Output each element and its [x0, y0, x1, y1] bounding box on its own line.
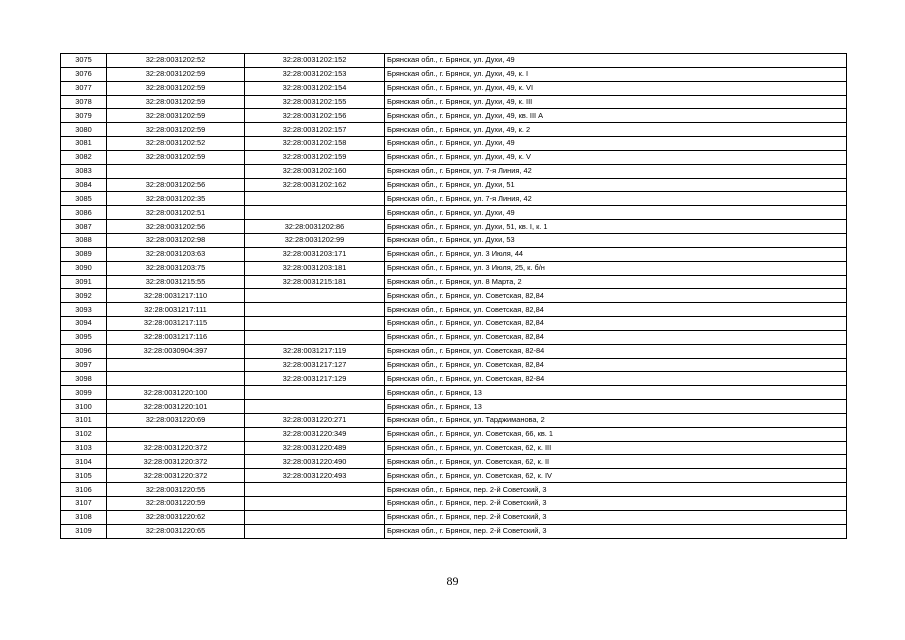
- table-row: [61, 150, 847, 164]
- object-cadastral-number-cell: [245, 317, 385, 331]
- row-number-cell: 3085: [61, 192, 107, 206]
- address-cell: Брянская обл., г. Брянск, ул. Духи, 49, к. V: [385, 150, 847, 164]
- object-cadastral-number-cell: 32:28:0031203:171: [245, 247, 385, 261]
- row-number-cell: 3090: [61, 261, 107, 275]
- cadastral-number-cell: 32:28:0031202:52: [107, 54, 245, 68]
- cadastral-number-cell: 32:28:0031202:56: [107, 220, 245, 234]
- address-cell: Брянская обл., г. Брянск, ул. 7-я Линия, 42: [385, 164, 847, 178]
- object-cadastral-number-cell: 32:28:0031217:119: [245, 344, 385, 358]
- cadastral-number-cell: 32:28:0031220:59: [107, 497, 245, 511]
- row-number-cell: 3086: [61, 206, 107, 220]
- table-row: [61, 95, 847, 109]
- object-cadastral-number-cell: 32:28:0031202:153: [245, 67, 385, 81]
- cadastral-number-cell: 32:28:0030904:397: [107, 344, 245, 358]
- table-row: [61, 123, 847, 137]
- address-cell: Брянская обл., г. Брянск, ул. Советская, 82,84: [385, 330, 847, 344]
- row-number-cell: 3080: [61, 123, 107, 137]
- object-cadastral-number-cell: 32:28:0031202:160: [245, 164, 385, 178]
- object-cadastral-number-cell: [245, 524, 385, 538]
- address-cell: Брянская обл., г. Брянск, ул. Советская, 82,84: [385, 358, 847, 372]
- table-row: [61, 67, 847, 81]
- cadastral-number-cell: 32:28:0031202:59: [107, 109, 245, 123]
- object-cadastral-number-cell: [245, 192, 385, 206]
- row-number-cell: 3106: [61, 483, 107, 497]
- object-cadastral-number-cell: 32:28:0031202:159: [245, 150, 385, 164]
- address-cell: Брянская обл., г. Брянск, ул. Духи, 49, к. VI: [385, 81, 847, 95]
- object-cadastral-number-cell: [245, 330, 385, 344]
- table-row: [61, 247, 847, 261]
- row-number-cell: 3095: [61, 330, 107, 344]
- table-row: [61, 455, 847, 469]
- table-row: [61, 344, 847, 358]
- row-number-cell: 3076: [61, 67, 107, 81]
- address-cell: Брянская обл., г. Брянск, ул. Советская, 66, кв. 1: [385, 427, 847, 441]
- address-cell: Брянская обл., г. Брянск, ул. 8 Марта, 2: [385, 275, 847, 289]
- cadastral-number-cell: 32:28:0031220:100: [107, 386, 245, 400]
- object-cadastral-number-cell: 32:28:0031202:86: [245, 220, 385, 234]
- object-cadastral-number-cell: 32:28:0031202:156: [245, 109, 385, 123]
- table-row: [61, 206, 847, 220]
- row-number-cell: 3092: [61, 289, 107, 303]
- page-number: 89: [446, 574, 459, 588]
- cadastral-number-cell: 32:28:0031220:372: [107, 455, 245, 469]
- object-cadastral-number-cell: 32:28:0031202:155: [245, 95, 385, 109]
- row-number-cell: 3082: [61, 150, 107, 164]
- row-number-cell: 3083: [61, 164, 107, 178]
- row-number-cell: 3089: [61, 247, 107, 261]
- object-cadastral-number-cell: [245, 400, 385, 414]
- row-number-cell: 3104: [61, 455, 107, 469]
- cadastral-number-cell: 32:28:0031202:52: [107, 137, 245, 151]
- object-cadastral-number-cell: 32:28:0031202:162: [245, 178, 385, 192]
- address-cell: Брянская обл., г. Брянск, пер. 2-й Советский, 3: [385, 524, 847, 538]
- row-number-cell: 3088: [61, 233, 107, 247]
- row-number-cell: 3103: [61, 441, 107, 455]
- row-number-cell: 3098: [61, 372, 107, 386]
- table-row: [61, 137, 847, 151]
- cadastral-number-cell: 32:28:0031202:35: [107, 192, 245, 206]
- cadastral-number-cell: 32:28:0031217:111: [107, 303, 245, 317]
- table-row: [61, 330, 847, 344]
- object-cadastral-number-cell: 32:28:0031215:181: [245, 275, 385, 289]
- table-row: [61, 81, 847, 95]
- cadastral-number-cell: 32:28:0031215:55: [107, 275, 245, 289]
- table-row: [61, 317, 847, 331]
- address-cell: Брянская обл., г. Брянск, ул. 7-я Линия, 42: [385, 192, 847, 206]
- address-cell: Брянская обл., г. Брянск, ул. Советская, 62, к. IV: [385, 469, 847, 483]
- address-cell: Брянская обл., г. Брянск, ул. Советская, 62, к. III: [385, 441, 847, 455]
- cadastral-number-cell: 32:28:0031217:110: [107, 289, 245, 303]
- address-cell: Брянская обл., г. Брянск, ул. 3 Июля, 25, к. б/н: [385, 261, 847, 275]
- table-row: [61, 372, 847, 386]
- address-cell: Брянская обл., г. Брянск, ул. Советская, 82,84: [385, 303, 847, 317]
- address-cell: Брянская обл., г. Брянск, ул. Духи, 49, кв. III А: [385, 109, 847, 123]
- address-cell: Брянская обл., г. Брянск, ул. Духи, 49, к. 2: [385, 123, 847, 137]
- row-number-cell: 3107: [61, 497, 107, 511]
- address-cell: Брянская обл., г. Брянск, ул. Духи, 49: [385, 137, 847, 151]
- object-cadastral-number-cell: [245, 386, 385, 400]
- table-row: [61, 441, 847, 455]
- row-number-cell: 3078: [61, 95, 107, 109]
- cadastral-number-cell: 32:28:0031217:115: [107, 317, 245, 331]
- table-row: [61, 178, 847, 192]
- object-cadastral-number-cell: 32:28:0031220:271: [245, 413, 385, 427]
- cadastral-number-cell: 32:28:0031220:69: [107, 413, 245, 427]
- address-cell: Брянская обл., г. Брянск, ул. Советская, 62, к. II: [385, 455, 847, 469]
- cadastral-number-cell: 32:28:0031202:98: [107, 233, 245, 247]
- object-cadastral-number-cell: 32:28:0031220:490: [245, 455, 385, 469]
- cadastral-number-cell: 32:28:0031202:51: [107, 206, 245, 220]
- cadastral-number-cell: [107, 164, 245, 178]
- registry-table-body: [61, 54, 847, 539]
- cadastral-number-cell: 32:28:0031203:75: [107, 261, 245, 275]
- table-row: [61, 54, 847, 68]
- cadastral-number-cell: 32:28:0031220:101: [107, 400, 245, 414]
- cadastral-number-cell: [107, 358, 245, 372]
- row-number-cell: 3093: [61, 303, 107, 317]
- row-number-cell: 3100: [61, 400, 107, 414]
- object-cadastral-number-cell: [245, 206, 385, 220]
- object-cadastral-number-cell: 32:28:0031220:349: [245, 427, 385, 441]
- object-cadastral-number-cell: [245, 483, 385, 497]
- object-cadastral-number-cell: [245, 497, 385, 511]
- address-cell: Брянская обл., г. Брянск, пер. 2-й Советский, 3: [385, 510, 847, 524]
- table-row: [61, 483, 847, 497]
- row-number-cell: 3102: [61, 427, 107, 441]
- row-number-cell: 3108: [61, 510, 107, 524]
- object-cadastral-number-cell: 32:28:0031202:158: [245, 137, 385, 151]
- cadastral-number-cell: 32:28:0031220:62: [107, 510, 245, 524]
- address-cell: Брянская обл., г. Брянск, ул. Советская, 82,84: [385, 317, 847, 331]
- address-cell: Брянская обл., г. Брянск, ул. Духи, 53: [385, 233, 847, 247]
- cadastral-number-cell: 32:28:0031220:55: [107, 483, 245, 497]
- address-cell: Брянская обл., г. Брянск, ул. Советская, 82,84: [385, 289, 847, 303]
- table-row: [61, 469, 847, 483]
- table-row: [61, 400, 847, 414]
- row-number-cell: 3096: [61, 344, 107, 358]
- cadastral-number-cell: 32:28:0031220:65: [107, 524, 245, 538]
- table-row: [61, 275, 847, 289]
- cadastral-number-cell: 32:28:0031202:56: [107, 178, 245, 192]
- table-row: [61, 261, 847, 275]
- row-number-cell: 3079: [61, 109, 107, 123]
- table-row: [61, 109, 847, 123]
- object-cadastral-number-cell: 32:28:0031220:489: [245, 441, 385, 455]
- address-cell: Брянская обл., г. Брянск, ул. Духи, 49: [385, 206, 847, 220]
- row-number-cell: 3109: [61, 524, 107, 538]
- address-cell: Брянская обл., г. Брянск, ул. Духи, 51: [385, 178, 847, 192]
- table-row: [61, 524, 847, 538]
- address-cell: Брянская обл., г. Брянск, пер. 2-й Советский, 3: [385, 497, 847, 511]
- row-number-cell: 3081: [61, 137, 107, 151]
- address-cell: Брянская обл., г. Брянск, пер. 2-й Советский, 3: [385, 483, 847, 497]
- cadastral-number-cell: 32:28:0031202:59: [107, 123, 245, 137]
- cadastral-number-cell: 32:28:0031220:372: [107, 469, 245, 483]
- object-cadastral-number-cell: 32:28:0031217:129: [245, 372, 385, 386]
- cadastral-number-cell: 32:28:0031202:59: [107, 150, 245, 164]
- table-row: [61, 413, 847, 427]
- table-row: [61, 192, 847, 206]
- row-number-cell: 3105: [61, 469, 107, 483]
- row-number-cell: 3094: [61, 317, 107, 331]
- address-cell: Брянская обл., г. Брянск, ул. Духи, 49, к. III: [385, 95, 847, 109]
- cadastral-number-cell: 32:28:0031202:59: [107, 67, 245, 81]
- object-cadastral-number-cell: 32:28:0031203:181: [245, 261, 385, 275]
- object-cadastral-number-cell: [245, 303, 385, 317]
- address-cell: Брянская обл., г. Брянск, ул. Духи, 51, кв. I, к. 1: [385, 220, 847, 234]
- address-cell: Брянская обл., г. Брянск, ул. Советская, 82-84: [385, 372, 847, 386]
- table-row: [61, 220, 847, 234]
- table-row: [61, 164, 847, 178]
- object-cadastral-number-cell: 32:28:0031202:154: [245, 81, 385, 95]
- cadastral-number-cell: [107, 372, 245, 386]
- object-cadastral-number-cell: 32:28:0031202:152: [245, 54, 385, 68]
- table-row: [61, 510, 847, 524]
- object-cadastral-number-cell: 32:28:0031217:127: [245, 358, 385, 372]
- cadastral-number-cell: 32:28:0031202:59: [107, 95, 245, 109]
- property-registry-table: [60, 53, 847, 539]
- object-cadastral-number-cell: 32:28:0031202:99: [245, 233, 385, 247]
- row-number-cell: 3077: [61, 81, 107, 95]
- address-cell: Брянская обл., г. Брянск, ул. Духи, 49, к. I: [385, 67, 847, 81]
- row-number-cell: 3087: [61, 220, 107, 234]
- table-row: [61, 427, 847, 441]
- object-cadastral-number-cell: 32:28:0031202:157: [245, 123, 385, 137]
- row-number-cell: 3091: [61, 275, 107, 289]
- table-row: [61, 303, 847, 317]
- table-row: [61, 358, 847, 372]
- cadastral-number-cell: [107, 427, 245, 441]
- object-cadastral-number-cell: [245, 510, 385, 524]
- row-number-cell: 3101: [61, 413, 107, 427]
- cadastral-number-cell: 32:28:0031217:116: [107, 330, 245, 344]
- object-cadastral-number-cell: [245, 289, 385, 303]
- address-cell: Брянская обл., г. Брянск, 13: [385, 400, 847, 414]
- object-cadastral-number-cell: 32:28:0031220:493: [245, 469, 385, 483]
- table-row: [61, 386, 847, 400]
- address-cell: Брянская обл., г. Брянск, 13: [385, 386, 847, 400]
- address-cell: Брянская обл., г. Брянск, ул. Советская, 82-84: [385, 344, 847, 358]
- address-cell: Брянская обл., г. Брянск, ул. 3 Июля, 44: [385, 247, 847, 261]
- cadastral-number-cell: 32:28:0031203:63: [107, 247, 245, 261]
- cadastral-number-cell: 32:28:0031220:372: [107, 441, 245, 455]
- table-row: [61, 289, 847, 303]
- cadastral-number-cell: 32:28:0031202:59: [107, 81, 245, 95]
- row-number-cell: 3097: [61, 358, 107, 372]
- address-cell: Брянская обл., г. Брянск, ул. Духи, 49: [385, 54, 847, 68]
- table-row: [61, 233, 847, 247]
- address-cell: Брянская обл., г. Брянск, ул. Тарджиманова, 2: [385, 413, 847, 427]
- table-row: [61, 497, 847, 511]
- row-number-cell: 3084: [61, 178, 107, 192]
- row-number-cell: 3099: [61, 386, 107, 400]
- row-number-cell: 3075: [61, 54, 107, 68]
